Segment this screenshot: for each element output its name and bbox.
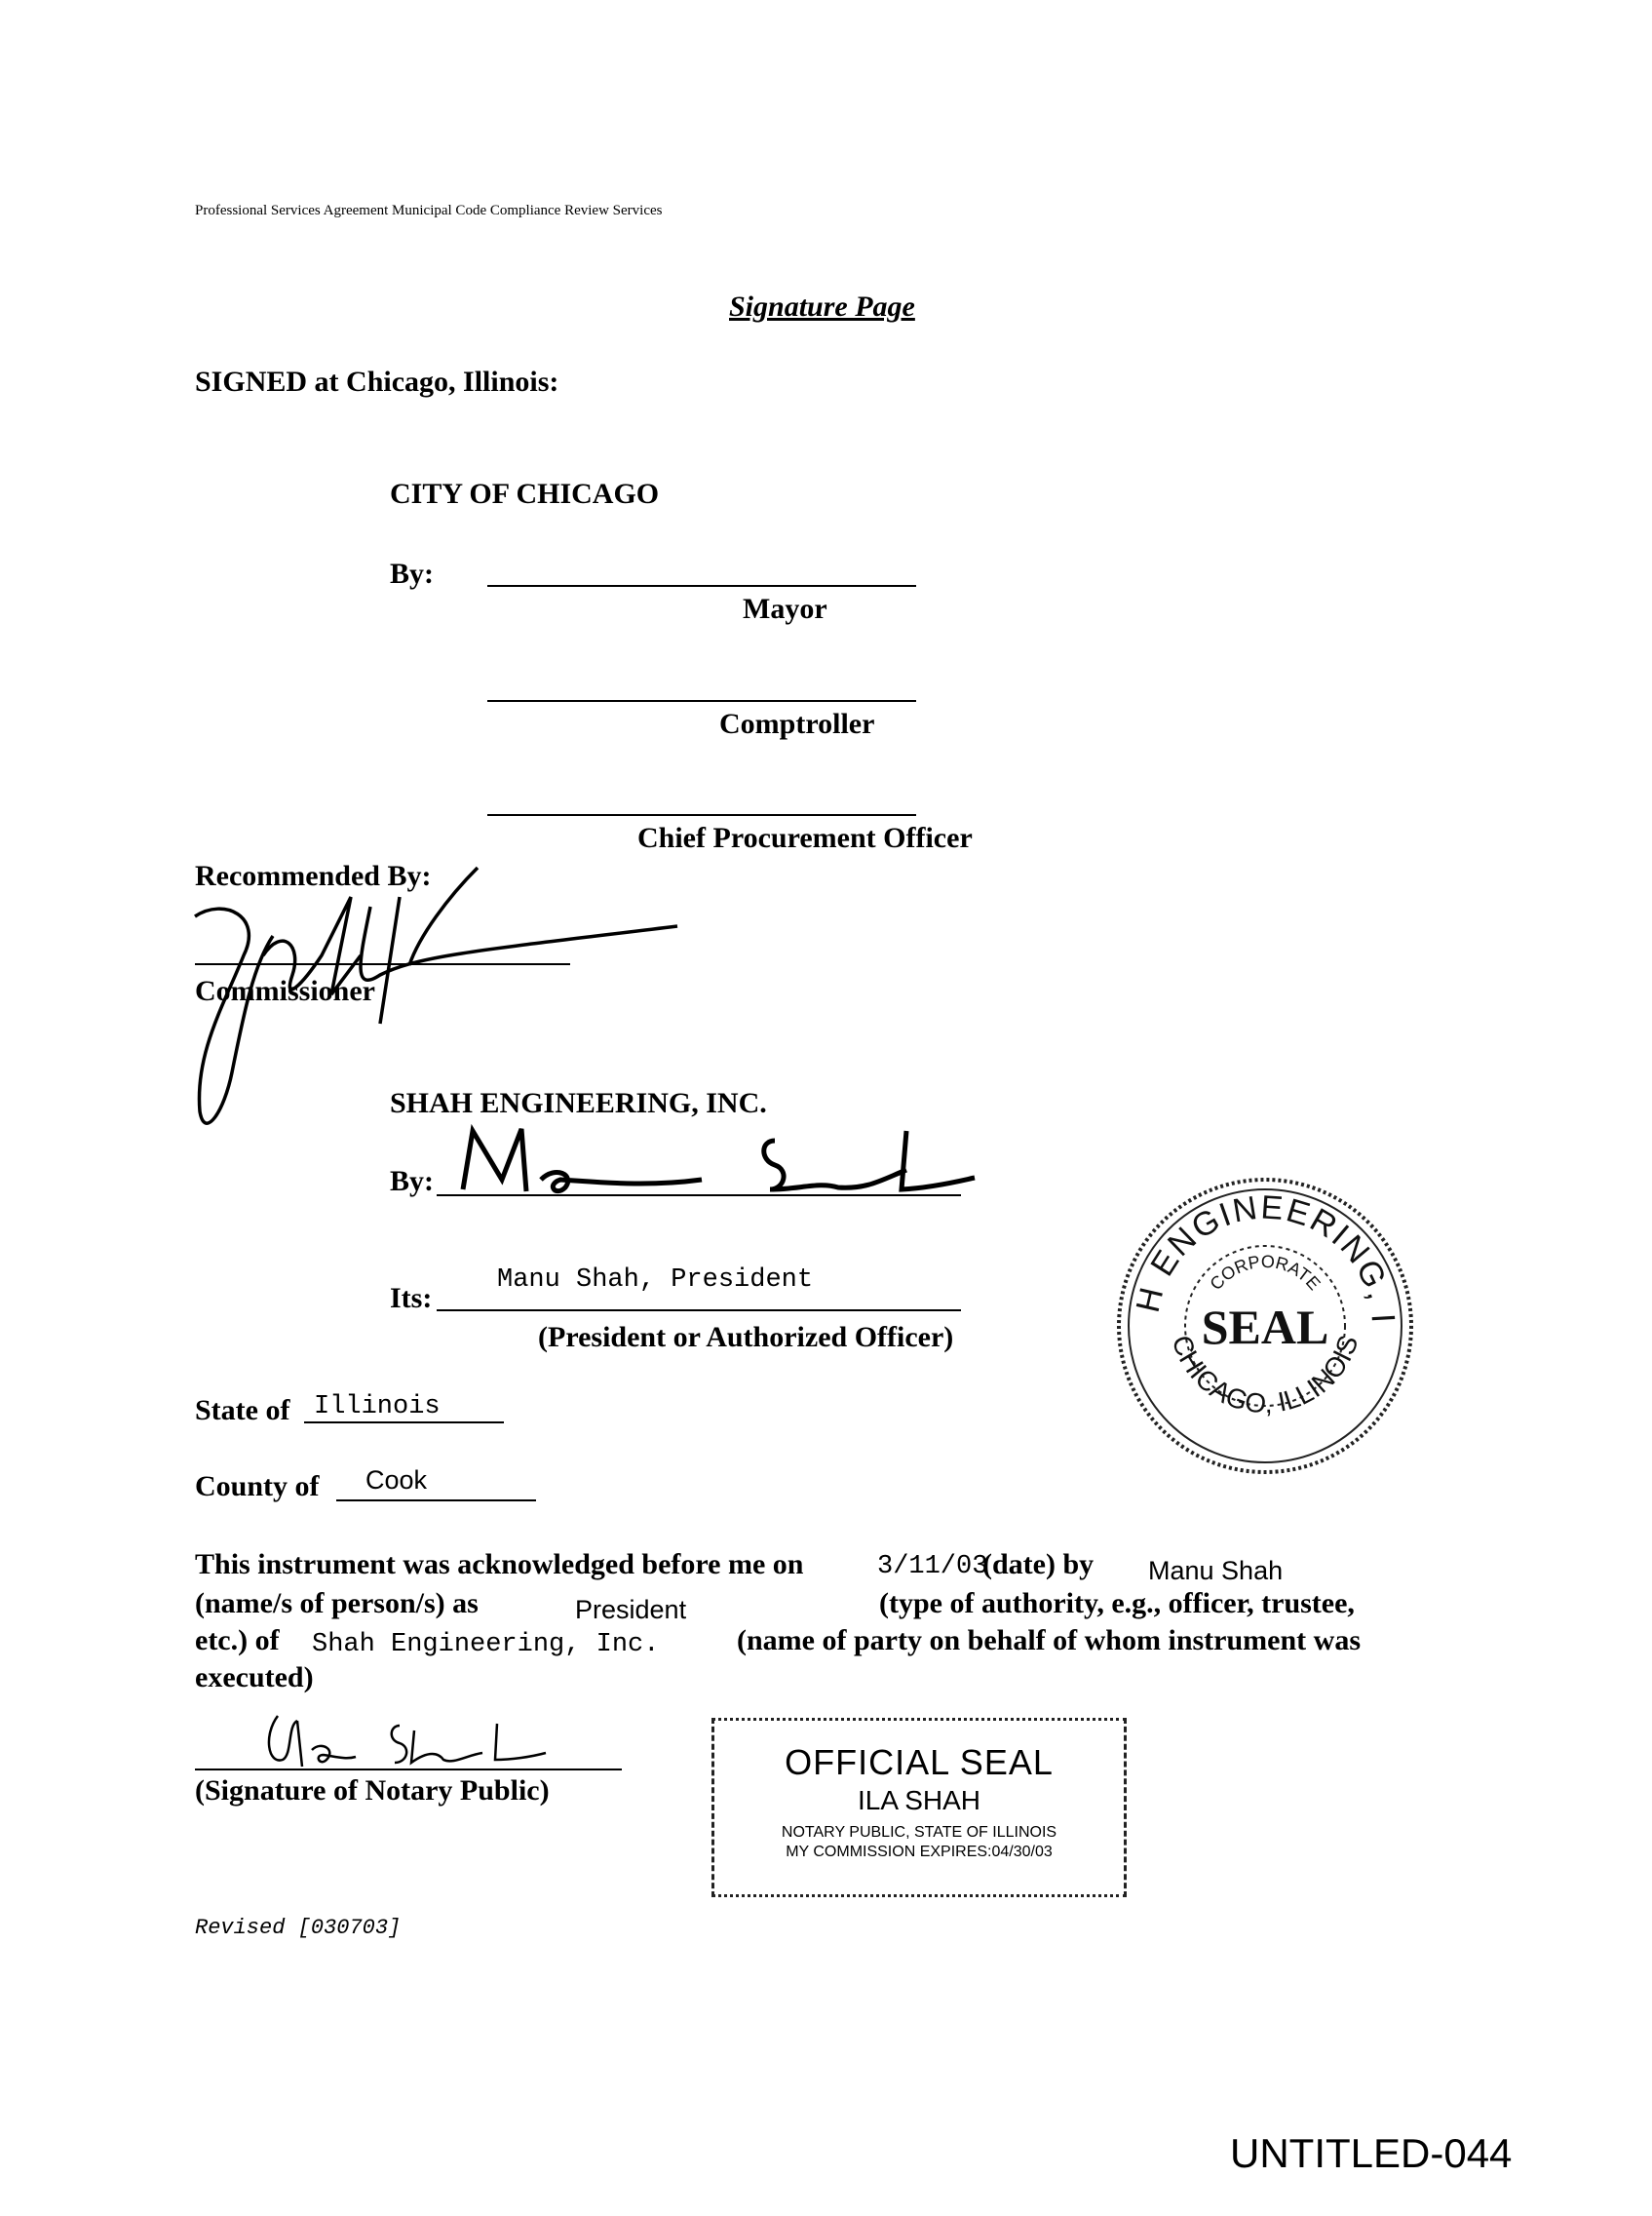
city-by-label: By: (390, 558, 434, 590)
ack-date-suffix: (date) by (982, 1548, 1095, 1580)
mayor-signature-line (487, 585, 916, 587)
ack-line3-suffix: (name of party on behalf of whom instrument was (737, 1624, 1361, 1656)
official-seal-line1: NOTARY PUBLIC, STATE OF ILLINOIS (781, 1824, 1057, 1841)
page-heading: Signature Page (729, 291, 915, 323)
ack-authority-value: President (575, 1595, 687, 1624)
county-label: County of (195, 1470, 320, 1502)
ack-line2-text: (name/s of person/s) as (195, 1587, 479, 1619)
county-value: Cook (365, 1465, 428, 1495)
contractor-by-label: By: (390, 1165, 434, 1197)
cpo-caption: Chief Procurement Officer (637, 822, 973, 854)
official-seal-title: OFFICIAL SEAL (785, 1742, 1054, 1782)
its-value: Manu Shah, President (497, 1265, 814, 1295)
recommended-by-label: Recommended By: (195, 860, 432, 892)
ack-person-value: Manu Shah (1148, 1556, 1284, 1585)
seal-corporate-text: CORPORATE (1206, 1251, 1325, 1295)
city-entity: CITY OF CHICAGO (390, 478, 660, 510)
commissioner-caption: Commissioner (195, 975, 375, 1007)
ack-line4-text: executed) (195, 1661, 314, 1693)
official-seal-stamp (711, 1718, 1127, 1897)
comptroller-signature-line (487, 700, 916, 702)
its-line (437, 1309, 961, 1311)
its-label: Its: (390, 1282, 433, 1314)
cpo-signature-line (487, 814, 916, 816)
county-line (336, 1499, 536, 1501)
contractor-entity: SHAH ENGINEERING, INC. (390, 1087, 767, 1119)
ack-line1-text: This instrument was acknowledged before me on (195, 1548, 804, 1580)
document-id: UNTITLED-044 (1230, 2130, 1513, 2176)
signed-at-line: SIGNED at Chicago, Illinois: (195, 366, 559, 398)
contractor-signature (448, 1111, 994, 1209)
official-seal-line2: MY COMMISSION EXPIRES:04/30/03 (786, 1844, 1053, 1860)
corporate-seal (1086, 1141, 1431, 1482)
state-line (304, 1421, 504, 1423)
running-header: Professional Services Agreement Municipal Code Compliance Review Services (195, 203, 663, 218)
revision-note: Revised [030703] (195, 1916, 402, 1940)
seal-ring-text: SHAH ENGINEERING, INC. (1086, 1141, 1402, 1326)
comptroller-caption: Comptroller (719, 708, 875, 740)
svg-text:SHAH ENGINEERING, INC. (1087, 1141, 1402, 1326)
seal-center-text: SEAL (1201, 1300, 1329, 1354)
notary-signature-caption: (Signature of Notary Public) (195, 1774, 550, 1807)
ack-line3-text: etc.) of (195, 1624, 280, 1656)
official-seal-name: ILA SHAH (857, 1785, 981, 1815)
state-value: Illinois (314, 1392, 441, 1421)
state-label: State of (195, 1394, 290, 1426)
its-caption: (President or Authorized Officer) (538, 1321, 954, 1353)
seal-location-text: CHICAGO, ILLINOIS (1166, 1331, 1364, 1419)
svg-text:CORPORATE (1206, 1252, 1324, 1294)
notary-signature-line (195, 1769, 622, 1770)
ack-party-value: Shah Engineering, Inc. (312, 1630, 660, 1659)
ack-date-value: 3/11/03 (877, 1552, 988, 1581)
ack-line2-suffix: (type of authority, e.g., officer, trustee, (879, 1587, 1355, 1619)
notary-signature (244, 1706, 575, 1774)
mayor-caption: Mayor (743, 593, 827, 625)
